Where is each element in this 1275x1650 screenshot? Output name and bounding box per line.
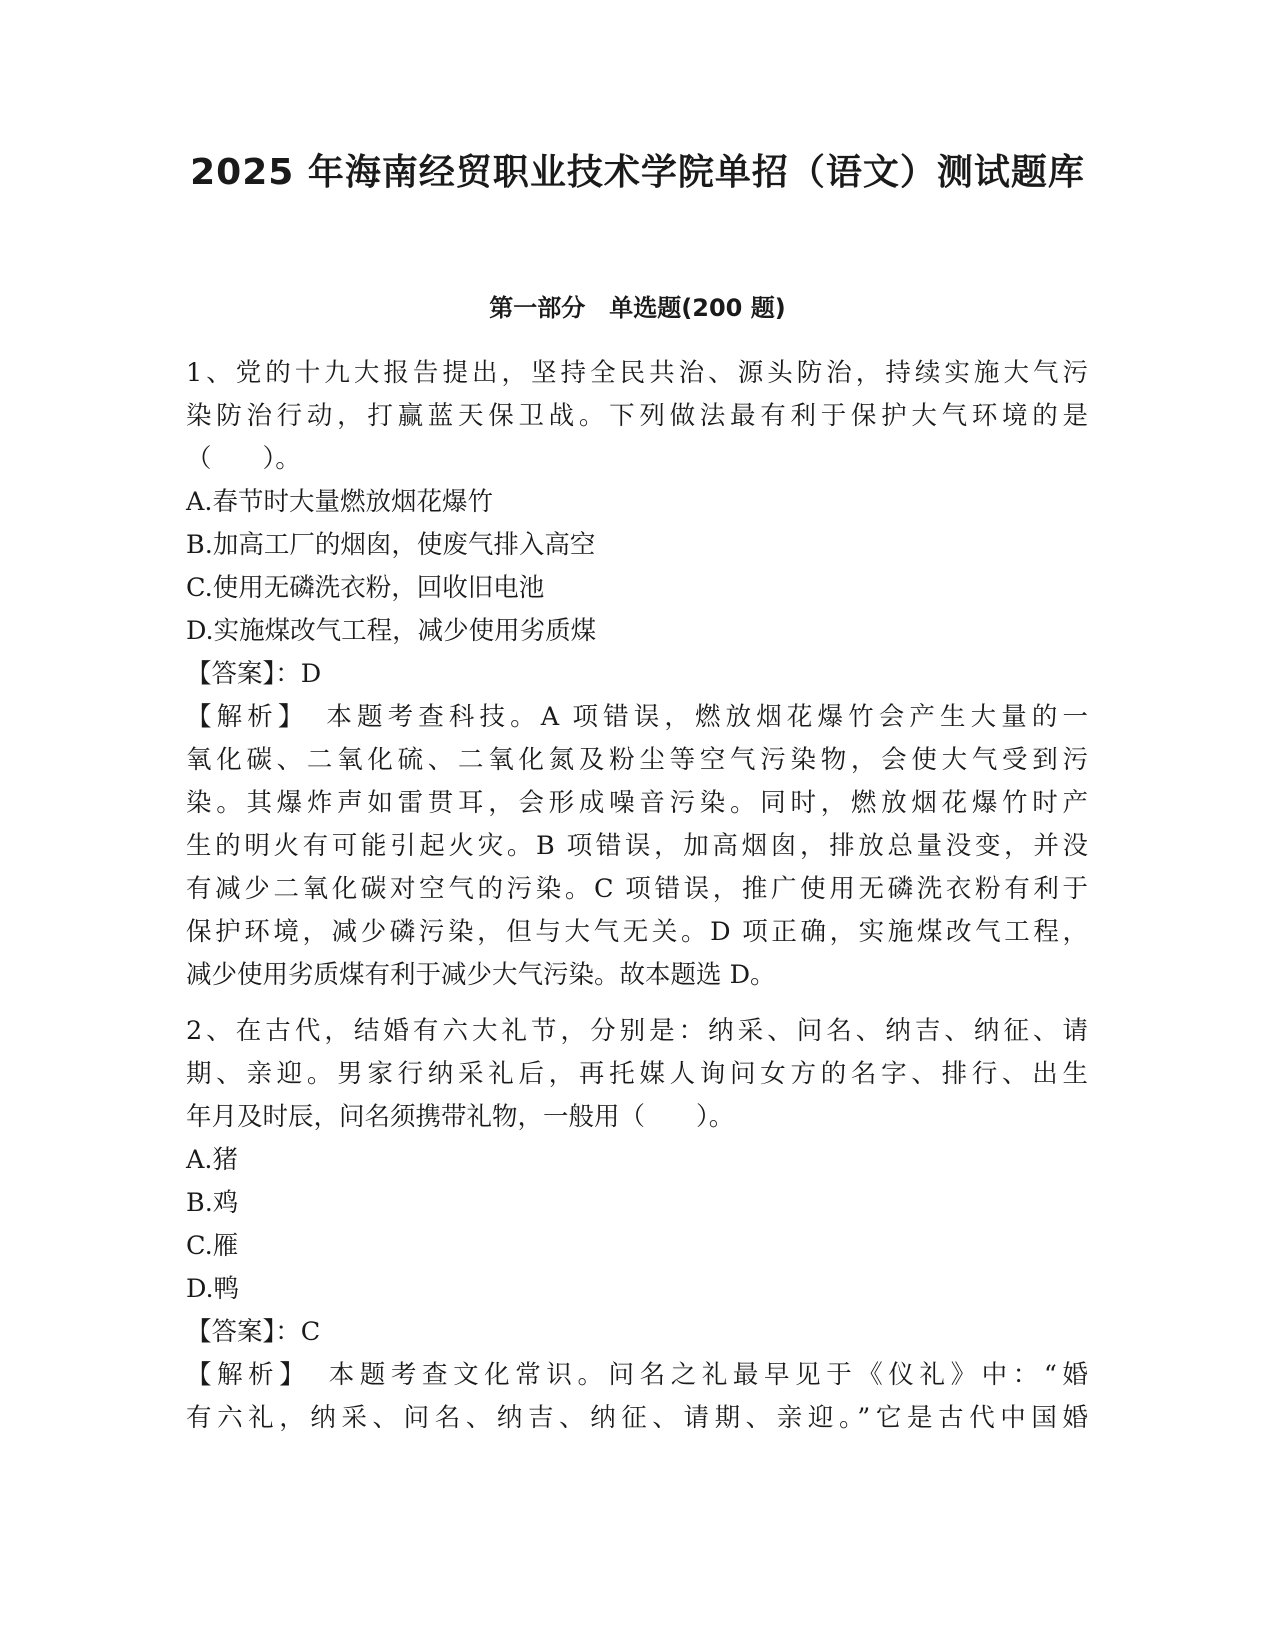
option-a: A.猪 [186,1145,239,1175]
analysis-line: 有六礼，纳采、问名、纳吉、纳征、请期、亲迎。”它是古代中国婚 [186,1403,1088,1433]
question-2 [186,1010,1088,1440]
option-b: B.鸡 [186,1188,239,1218]
option-b: B.加高工厂的烟囱，使废气排入高空 [186,530,596,560]
answer-value: C [300,1317,321,1347]
analysis-line: 保护环境，减少磷污染，但与大气无关。D 项正确，实施煤改气工程， [186,917,1088,947]
analysis-line: 【解析】 本题考查科技。A 项错误，燃放烟花爆竹会产生大量的一 [186,702,1088,732]
option-d: D.实施煤改气工程，减少使用劣质煤 [186,616,597,646]
question-stem-line: （ ）。 [186,444,301,474]
question-spacer [186,997,1088,1010]
analysis-line: 有减少二氧化碳对空气的污染。C 项错误，推广使用无磷洗衣粉有利于 [186,874,1088,904]
option-c: C.雁 [186,1231,239,1261]
answer-line [186,653,1088,696]
answer-value: D [300,659,322,689]
question-stem-line: 年月及时辰，问名须携带礼物，一般用（ ）。 [186,1102,735,1132]
analysis-line: 生的明火有可能引起火灾。B 项错误，加高烟囱，排放总量没变，并没 [186,831,1088,861]
question-stem-line: 1、党的十九大报告提出，坚持全民共治、源头防治，持续实施大气污 [186,358,1088,388]
question-list [186,352,1088,1440]
option-a: A.春节时大量燃放烟花爆竹 [186,487,494,517]
analysis-line: 减少使用劣质煤有利于减少大气污染。故本题选 D。 [186,960,776,990]
answer-label: 【答案】： [186,659,301,689]
section-title: 第一部分 单选题(200 题) [489,294,786,322]
question-stem-line: 染防治行动，打赢蓝天保卫战。下列做法最有利于保护大气环境的是 [186,401,1088,431]
question-stem-line: 2、在古代，结婚有六大礼节，分别是：纳采、问名、纳吉、纳征、请 [186,1016,1088,1046]
document-title: 2025 年海南经贸职业技术学院单招（语文）测试题库 [190,152,1085,193]
analysis-line: 氧化碳、二氧化硫、二氧化氮及粉尘等空气污染物，会使大气受到污 [186,745,1088,775]
answer-line [186,1311,1088,1354]
option-d: D.鸭 [186,1274,240,1304]
answer-label: 【答案】： [186,1317,301,1347]
question-1 [186,352,1088,997]
analysis-line: 【解析】 本题考查文化常识。问名之礼最早见于《仪礼》中：“婚 [186,1360,1088,1390]
option-c: C.使用无磷洗衣粉，回收旧电池 [186,573,545,603]
question-stem-line: 期、亲迎。男家行纳采礼后，再托媒人询问女方的名字、排行、出生 [186,1059,1088,1089]
analysis-line: 染。其爆炸声如雷贯耳，会形成噪音污染。同时，燃放烟花爆竹时产 [186,788,1088,818]
